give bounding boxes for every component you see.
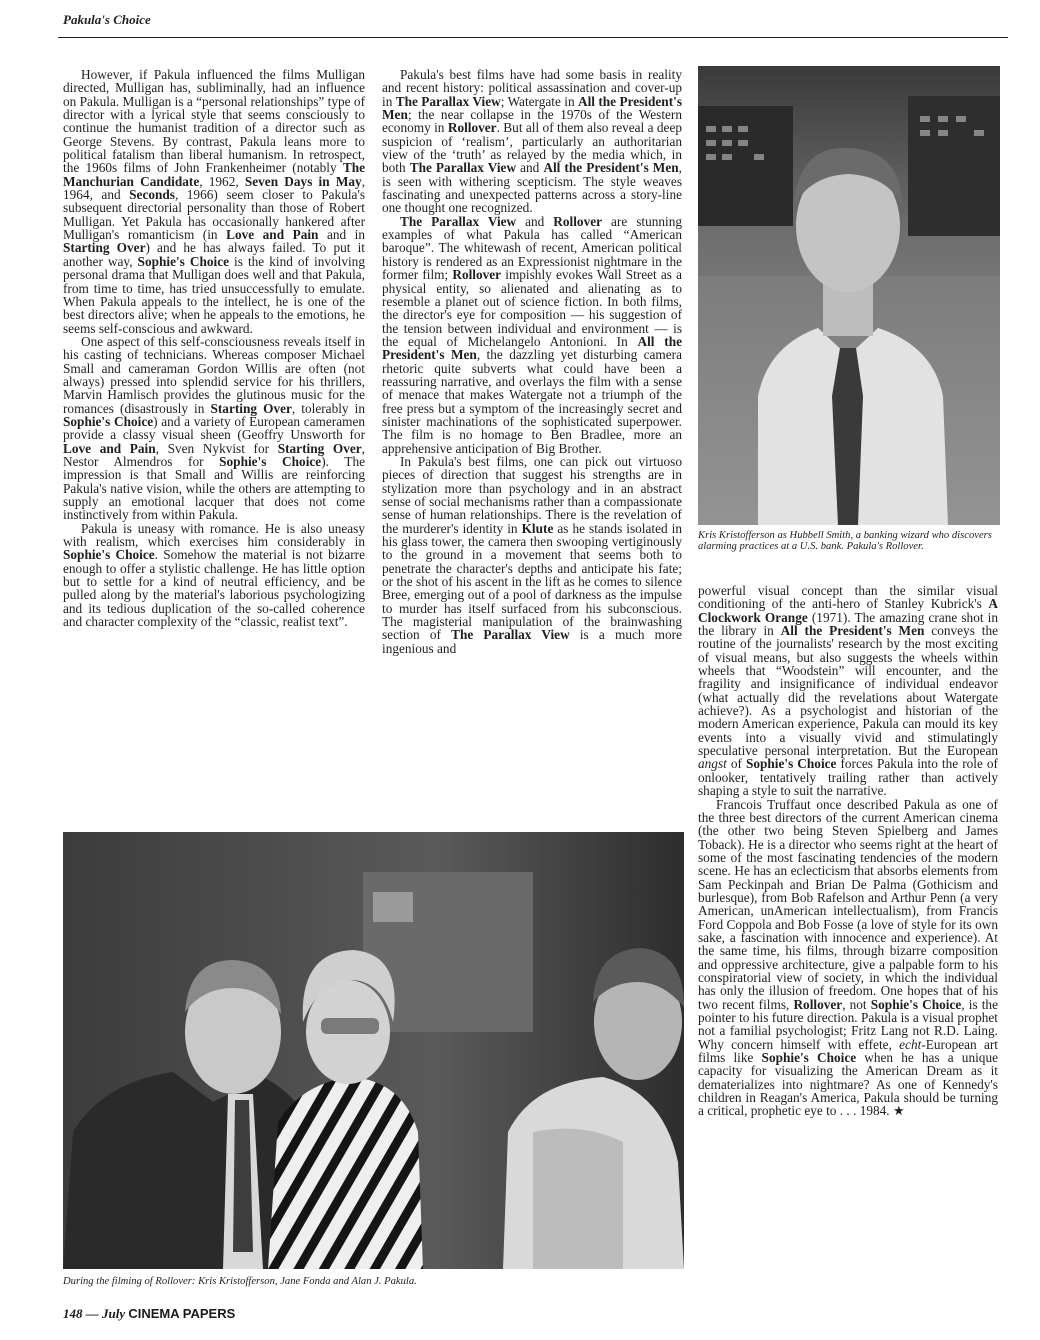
film-title: Sophie's Choice — [870, 996, 962, 1012]
text-run: , 1964, and — [63, 173, 366, 203]
photo-filming-rollover — [63, 832, 684, 1269]
film-title: Love and Pain — [63, 440, 156, 456]
text-run: One aspect of this self-consciousness reveals itself in his casting of technicians. Whereas composer Michael Small and cameraman Gordon Willis are often (not always) pressed into splendid service for his thrillers, Marvin Hamlisch provides the glutinous music for the romances (disastrously in — [63, 333, 365, 416]
film-title: A Clockwork Orange — [698, 596, 998, 625]
film-title: The Parallax View — [395, 93, 501, 109]
text-run: : Kris Kristofferson, Jane Fonda and Alan J. Pakula. — [191, 1276, 417, 1287]
caption-top — [698, 530, 998, 553]
film-title: Rollover — [452, 267, 502, 283]
text-run: ) and a variety of European cameramen provide a classy visual sheen (Geoffry Unsworth for — [63, 413, 365, 443]
film-title: All the President's Men — [382, 333, 682, 363]
film-title: Sophie's Choice — [219, 453, 322, 469]
text-run: is a much more ingenious and — [382, 627, 683, 656]
film-title: The Parallax View — [451, 627, 570, 643]
folio-magazine: CINEMA PAPERS — [128, 1306, 236, 1321]
end-star-icon: ★ — [892, 1104, 905, 1120]
film-title: Seven Days in May — [244, 173, 362, 189]
photo-kristofferson-portrait — [698, 66, 1000, 525]
film-title: Seconds — [129, 187, 175, 203]
column-2 — [382, 68, 682, 655]
column-1 — [63, 68, 365, 628]
text-run: powerful visual concept than the similar visual conditioning of the anti-hero of Stanley Kubrick's — [698, 583, 998, 612]
text-run: is the kind of involving personal drama that Mulligan does well and that Pakula, from time to time, has tried unsuccessfully to emulate. When Pakula appeals to the intellect, he is one of the best directors alive; when he appeals to the emotions, he seems self-conscious and awkward. — [63, 253, 365, 336]
text-run: , is the pointer to his future direction. Pakula is a visual prophet not a familial psychologist; Fritz Lang not R.D. Laing. Why concern himself with effete, — [698, 996, 998, 1052]
text-run: . But all of them also reveal a deep suspicion of ‘realism’, particularly an authoritarian view of the ‘truth’ as relayed by the media which, in both — [382, 120, 682, 176]
text-run: , is seen with withering scepticism. The style weaves fascinating and unexpected patterns across a story-line one thought one recognized. — [382, 160, 682, 216]
film-title: Sophie's Choice — [745, 756, 837, 772]
text-run: ; the near collapse in the 1970s of the Western economy in — [382, 107, 682, 136]
film-title: All the President's Men — [543, 160, 679, 176]
text-run: . Somehow the material is not bizarre enough to offer a stylistic challenge. He has little option but to settle for a kind of neutral efficiency, and be pulled along by the material's laborious psychologizing and its tedious duplication of the so-called coherence and character complexity of the “classic, realist text”. — [63, 547, 365, 630]
film-title: Rollover — [553, 213, 603, 229]
text-run: Rollover — [885, 541, 921, 553]
film-title: Rollover — [447, 120, 497, 136]
film-title: Sophie's Choice — [137, 253, 230, 269]
column-3 — [698, 584, 998, 1119]
emphasis: echt — [899, 1036, 922, 1052]
text-run: , 1962, — [199, 173, 245, 189]
text-run: when he has a unique capacity for visualizing the American Dream as it dematerializes into nightmare? As one of Kennedy's children in Reagan's America, Pakula should be turning a critical, prophetic eye to . . . 1984. — [698, 1050, 998, 1119]
paragraph — [63, 522, 365, 629]
film-title: The Manchurian Candidate — [63, 160, 365, 189]
text-run: Kris Kristofferson as Hubbell Smith, a banking wizard who discovers alarming practices at a U.S. bank. Pakula's — [698, 530, 992, 553]
film-title: The Parallax View — [400, 213, 517, 229]
text-run: and — [516, 213, 554, 229]
paragraph — [382, 215, 682, 455]
text-run: Rollover — [155, 1276, 192, 1287]
caption-bottom — [63, 1276, 684, 1287]
text-run: , tolerably in — [291, 400, 365, 416]
text-run: and — [516, 160, 544, 176]
text-run: In Pakula's best films, one can pick out virtuoso pieces of direction that suggest his strengths are in stylization more than psychology and in an abstract sense of social mechanisms rather than a compassionate sense of human relationships. There is the revelation of the murderer's identity in — [382, 453, 682, 536]
text-run: , Sven Nykvist for — [155, 440, 278, 456]
film-title: All the President's Men — [780, 623, 925, 639]
text-run: ; Watergate in — [500, 93, 578, 109]
paragraph — [698, 798, 998, 1119]
text-run: ) and he has always failed. To put it another way, — [63, 240, 365, 269]
header-rule — [58, 37, 1008, 38]
text-run: of — [726, 756, 746, 772]
text-run: impishly evokes Wall Street as a physical entity, so alienated and alienating as to resemble a planet out of science fiction. In both films, the director's eye for composition — his suggestion of the tension between individual and environment — is the equal of Michelangelo Antonioni. In — [382, 267, 682, 349]
text-run: forces Pakula into the role of onlooker, tentatively trailing rather than actively shaping a style to suit the narrative. — [698, 756, 998, 799]
film-title: Sophie's Choice — [761, 1050, 857, 1066]
running-head: Pakula's Choice — [63, 12, 151, 27]
film-title: Starting Over — [210, 400, 292, 416]
film-title: Starting Over — [277, 440, 362, 456]
text-run: and in — [318, 227, 365, 243]
text-run: During the filming of — [63, 1276, 156, 1287]
film-title: The Parallax View — [409, 160, 517, 176]
film-title: Starting Over — [63, 240, 146, 256]
text-run: as he stands isolated in his glass tower, the camera then swooping vertiginously to the ground in a movement that seems both to penetrate the character's depths and anticipate his fate; or the shot of his ascent in the lift as he comes to silence Bree, emerging out of a pool of darkness as the impulse to murder has itself surfaced from his subconscious. The magisterial manipulation of the brainwashing section of — [382, 520, 682, 643]
film-title: Sophie's Choice — [63, 413, 154, 429]
film-title: Rollover — [793, 996, 843, 1012]
text-run: . — [920, 541, 924, 553]
text-run: conveys the routine of the journalists' research by the most exciting of visual means, but also suggests the wheels within wheels that “Woodstein” will encounter, and the fragility and insignificance of individual endeavor (what actually did the revelations about Watergate achieve?). As a psychologist and historian of the modern American experience, Pakula can mould its key events into a visually vivid and stimulatingly speculative personal interpretation. But the European — [698, 623, 998, 759]
film-title: Klute — [521, 520, 554, 536]
text-run: However, if Pakula influenced the films Mulligan directed, Mulligan has, subliminally, had an influence on Pakula. Mulligan is a “personal relationships” type of director with a lyrical style that seems consciously to continue the humanist tradition of a director such as George Stevens. By contrast, Pakula leans more to political fatalism than liberal humanism. In retrospect, the 1960s films of John Frankenheimer (notably — [63, 67, 365, 176]
film-title: All the President's Men — [382, 93, 682, 123]
paragraph — [382, 455, 682, 655]
text-run: , Nestor Almendros for — [63, 440, 365, 469]
text-run: Pakula is uneasy with romance. He is also uneasy with realism, which exercises him considerably in — [63, 520, 365, 550]
text-run: , 1966) seem closer to Pakula's subsequent directorial personality than those of Robert Mulligan. Yet Pakula has occasionally hankered after Mulligan's romanticism (in — [63, 187, 366, 243]
text-run: , not — [842, 996, 871, 1012]
text-run: Francois Truffaut once described Pakula as one of the three best directors of the current American cinema (the other two being Steven Spielberg and James Toback). He is a director who seems right at the heart of some of the most fascinating tendencies of the modern scene. He has an eclecticism that absorbs elements from Sam Peckinpah and Brian De Palma (Gothicism and burlesque), from Bob Rafelson and Arthur Penn (a very American, unAmerican intellectualism), from Francis Ford Coppola and Bob Fosse (a love of style for its own sake, a fascination with innocence and experience). At the same time, his films, through bizarre composition and oppressive architecture, give a palpable form to his conspiratorial view of society, in which the individual has only the illusion of freedom. One hopes that of his two recent films, — [698, 796, 998, 1012]
text-run: (1971). The amazing crane shot in the library in — [698, 609, 998, 639]
paragraph — [63, 335, 365, 522]
film-title: Love and Pain — [226, 227, 319, 243]
text-run: are stunning examples of what Pakula has called “American baroque”. The whitewash of recent, American political history is rendered as an Expressionist nightmare in the former film; — [382, 213, 683, 283]
paragraph — [382, 68, 682, 215]
folio-page: 148 — July — [63, 1306, 129, 1321]
emphasis: angst — [698, 756, 727, 772]
text-run: Pakula's best films have had some basis in reality and recent history: political assassination and cover-up in — [382, 67, 682, 109]
paragraph — [63, 68, 365, 335]
text-run: -European art films like — [698, 1036, 998, 1066]
text-run: ). The impression is that Small and Willis are reinforcing Pakula's native vision, while the others are attempting to supply an emotional lacquer that does not come instinctively from within Pakula. — [63, 453, 365, 523]
film-title: Sophie's Choice — [63, 547, 155, 563]
paragraph — [698, 584, 998, 798]
text-run: , the dazzling yet disturbing camera rhetoric quite subverts what could have been a reassuring narrative, and overlays the film with a sense of menace that makes Watergate not a triumph of the free press but a symptom of the increasingly secret and sinister machinations of the sophisticated superpower. The film is no homage to Ben Bradlee, more an apprehensive anticipation of Big Brother. — [382, 347, 683, 456]
page-folio — [63, 1306, 235, 1322]
